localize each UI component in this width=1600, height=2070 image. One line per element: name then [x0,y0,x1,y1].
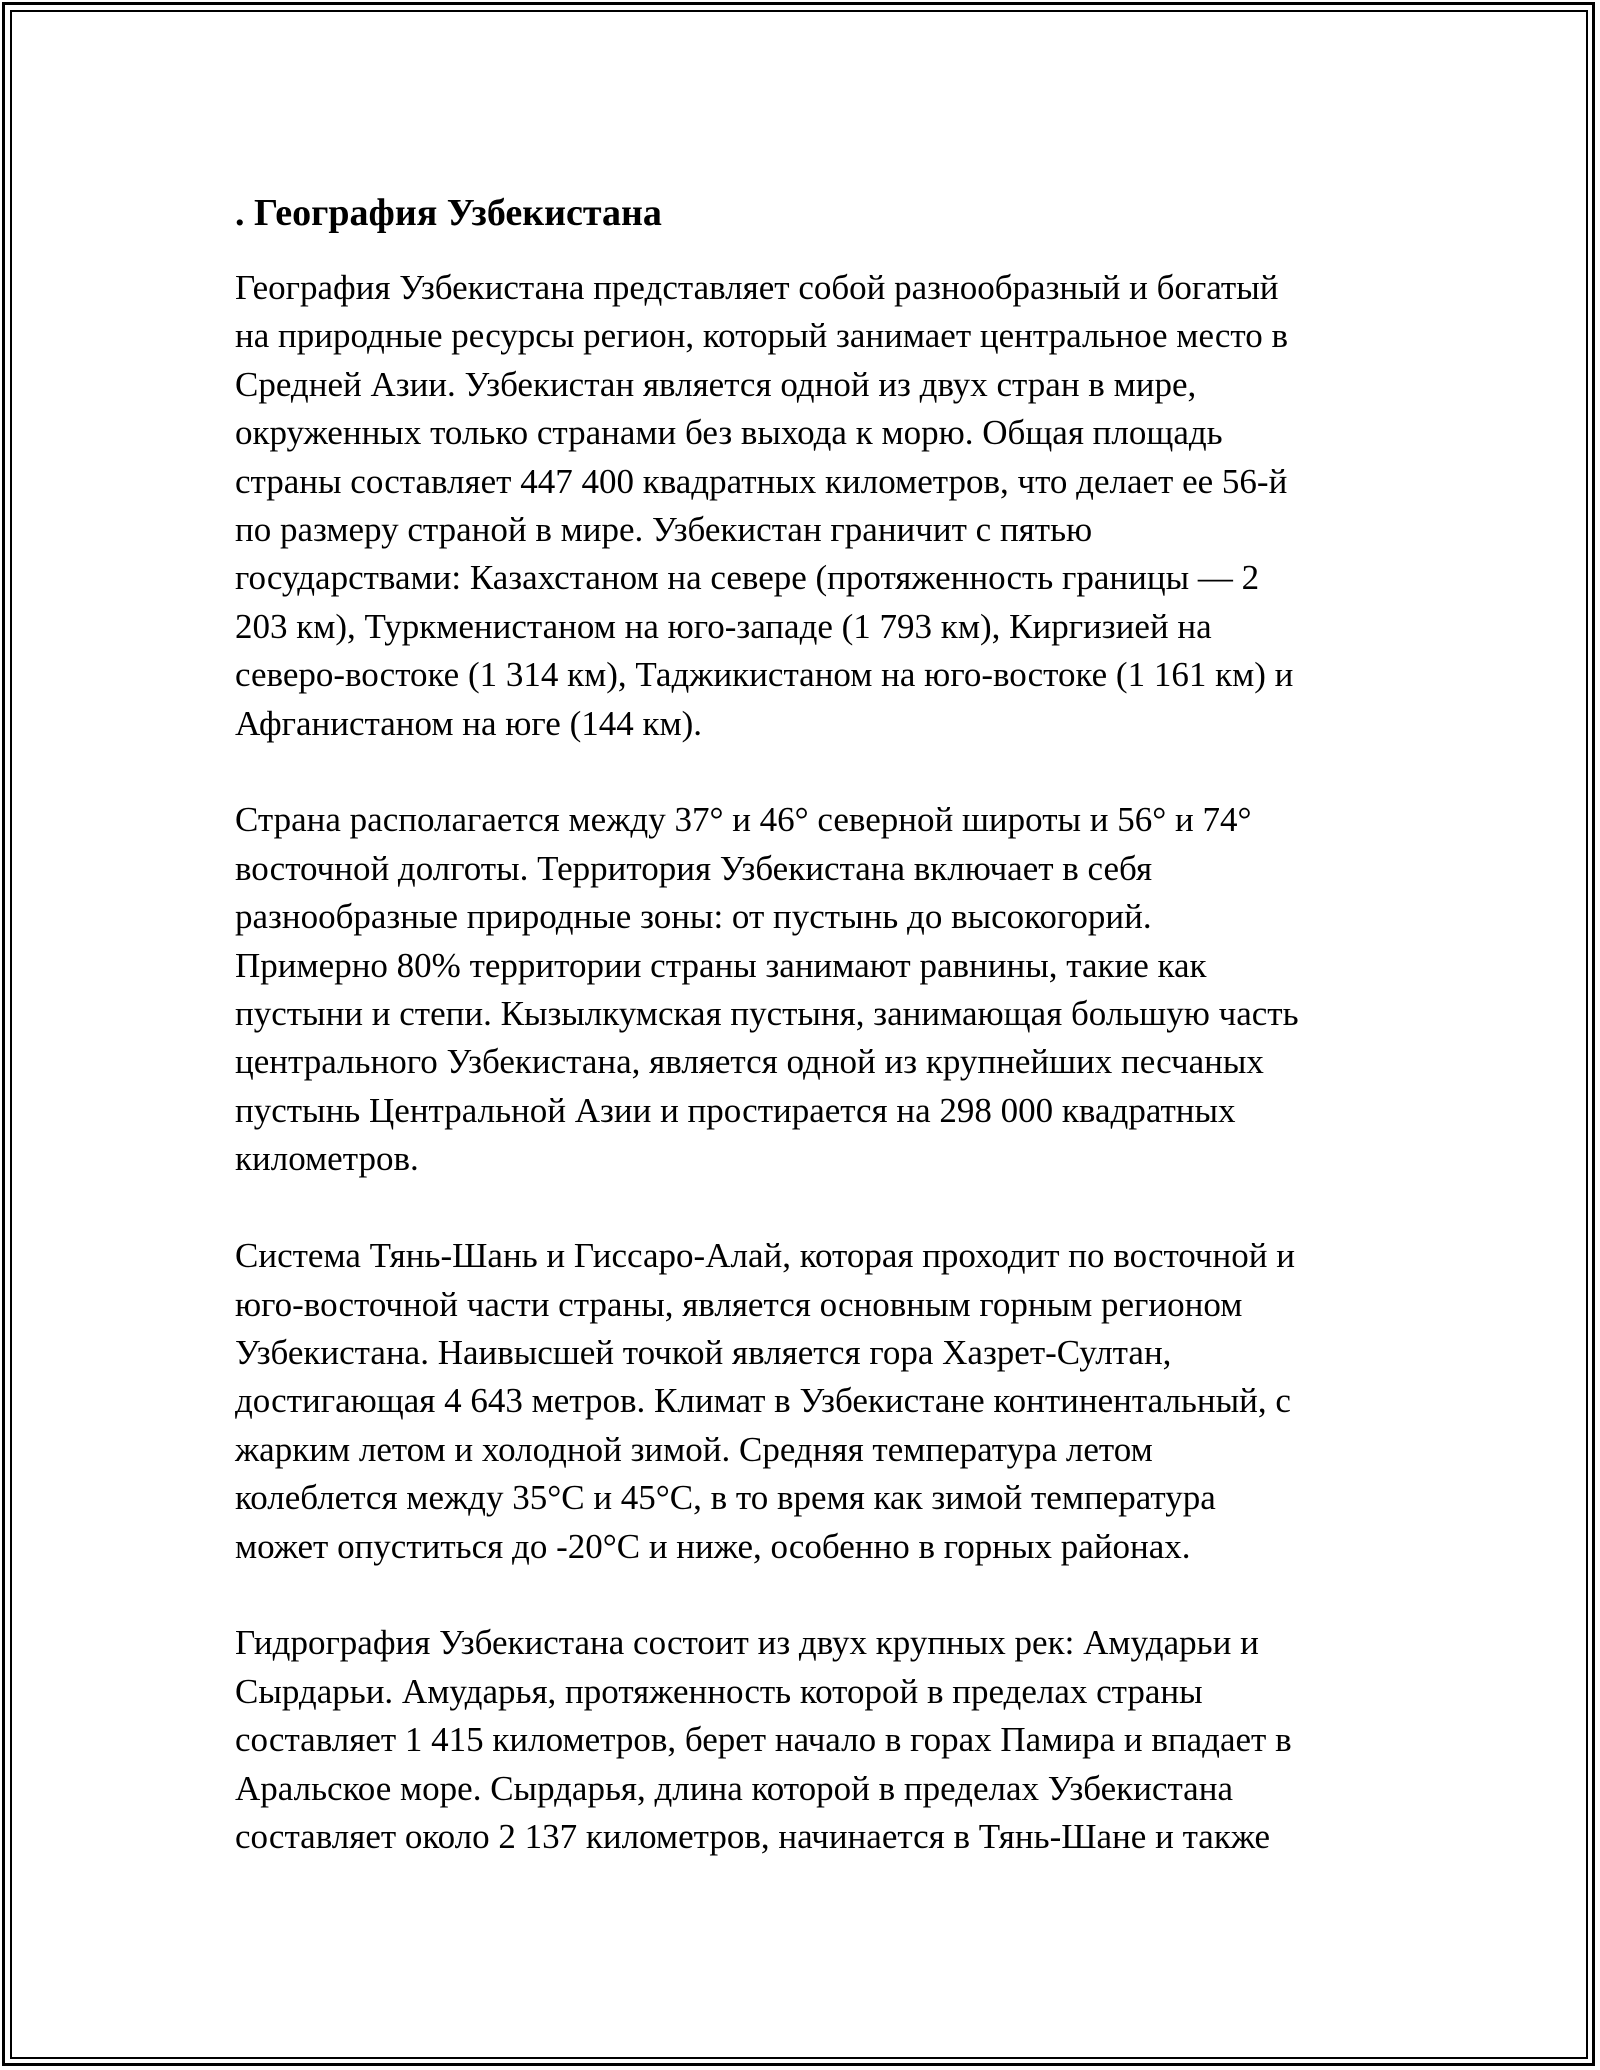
document-title: . География Узбекистана [235,192,662,234]
document-body [235,188,1375,1861]
paragraph-mountains-climate: Система Тянь-Шань и Гиссаро-Алай, которая проходит по восточной и юго-восточной части страны, является основным горным регионом Узбекистана. Наивысшей точкой является гора Хазрет-Султан, достигающая 4 643 метров. Климат в Узбекистане континентальный, с жарким летом и холодной зимой. Средняя температура летом колеблется между 35°C и 45°C, в то время как зимой температура может опуститься до -20°C и ниже, особенно в горных районах. [235,1236,1295,1566]
paragraph-hydrography: Гидрография Узбекистана состоит из двух крупных рек: Амударьи и Сырдарьи. Амударья, протяженность которой в пределах страны составляет 1 415 километров, берет начало в горах Памира и впадает в Аральское море. Сырдарья, длина которой в пределах Узбекистана составляет около 2 137 километров, начинается в Тянь-Шане и также [235,1623,1292,1856]
paragraph-territory: Страна располагается между 37° и 46° северной широты и 56° и 74° восточной долготы. Территория Узбекистана включает в себя разнообразные природные зоны: от пустынь до высокогорий. Примерно 80% территории страны занимают равнины, такие как пустыни и степи. Кызылкумская пустыня, занимающая большую часть центрального Узбекистана, является одной из крупнейших песчаных пустынь Центральной Азии и простирается на 298 000 квадратных километров. [235,800,1299,1179]
paragraph-borders: География Узбекистана представляет собой разнообразный и богатый на природные ресурсы регион, который занимает центральное место в Средней Азии. Узбекистан является одной из двух стран в мире, окруженных только странами без выхода к морю. Общая площадь страны составляет 447 400 квадратных километров, что делает ее 56-й по размеру страной в мире. Узбекистан граничит с пятью государствами: Казахстаном на севере (протяженность границы — 2 203 км), Туркменистаном на юго-западе (1 793 км), Киргизией на северо-востоке (1 314 км), Таджикистаном на юго-востоке (1 161 км) и Афганистаном на юге (144 км). [235,268,1294,743]
